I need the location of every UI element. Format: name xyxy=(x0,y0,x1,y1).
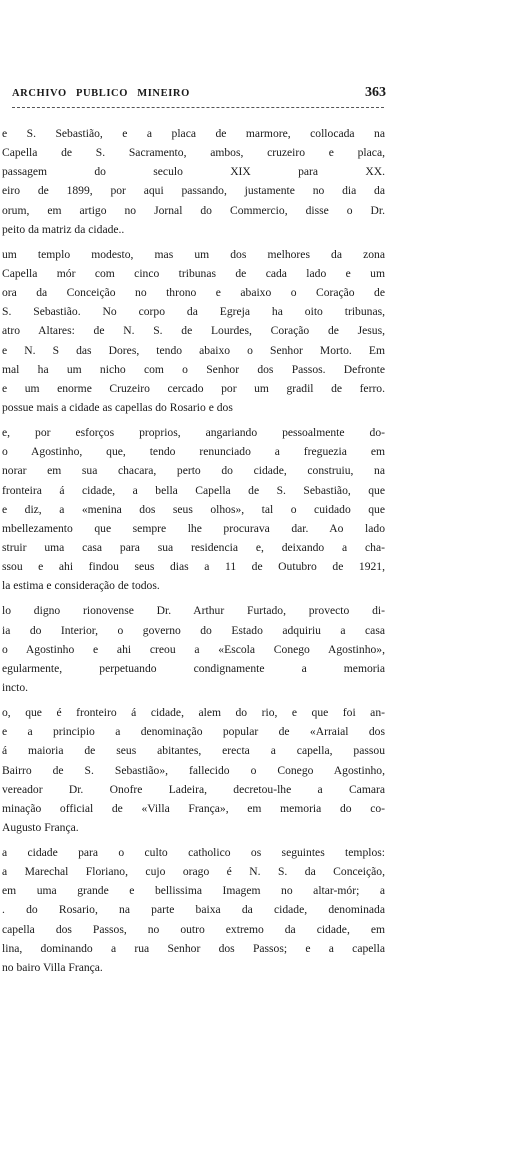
text-line: minação official de «Villa França», em memoria do co- xyxy=(2,801,385,815)
text-line: passagem do seculo XIX para XX. xyxy=(2,165,385,179)
text-line: Capella de S. Sacramento, ambos, cruzeiro e placa, xyxy=(2,146,385,160)
text-line: a cidade para o culto catholico os seguintes templos: xyxy=(2,846,385,860)
paragraph xyxy=(2,245,385,417)
paragraph xyxy=(2,601,385,697)
text-line: o Agostinho e ahi creou a «Escola Conego Agostinho», xyxy=(2,642,385,656)
paragraph xyxy=(2,423,385,595)
header-rule xyxy=(12,107,384,108)
text-line: e, por esforços proprios, angariando pessoalmente do- xyxy=(2,426,385,440)
text-line: a Marechal Floriano, cujo orago é N. S. da Conceição, xyxy=(2,865,385,879)
text-line: norar em sua chacara, perto do cidade, construiu, na xyxy=(2,464,385,478)
text-line: possue mais a cidade as capellas do Rosario e dos xyxy=(2,400,233,414)
text-line: atro Altares: de N. S. de Lourdes, Coração de Jesus, xyxy=(2,324,385,338)
text-line: egularmente, perpetuando condignamente a memoria xyxy=(2,661,385,675)
text-line: e N. S das Dores, tendo abaixo o Senhor Morto. Em xyxy=(2,343,385,357)
text-line: orum, em artigo no Jornal do Commercio, disse o Dr. xyxy=(2,203,385,217)
running-head xyxy=(12,85,386,105)
text-line: e um enorme Cruzeiro cercado por um gradil de ferro. xyxy=(2,381,385,395)
text-line: incto. xyxy=(2,680,29,694)
text-line: mal ha um nicho com o Senhor dos Passos. Defronte xyxy=(2,362,385,376)
paragraph xyxy=(2,843,385,977)
text-line: no bairo Villa França. xyxy=(2,960,103,974)
text-line: ia do Interior, o governo do Estado adquiriu a casa xyxy=(2,623,385,637)
text-line: capella dos Passos, no outro extremo da cidade, em xyxy=(2,922,385,936)
body-text xyxy=(2,124,385,977)
text-line: peito da matriz da cidade.. xyxy=(2,222,125,236)
text-line: o, que é fronteiro á cidade, alem do rio, e que foi an- xyxy=(2,706,385,720)
text-line: vereador Dr. Onofre Ladeira, decretou-lhe a Camara xyxy=(2,782,385,796)
text-line: ora da Conceição no throno e abaixo o Coração de xyxy=(2,286,385,300)
text-line: e S. Sebastião, e a placa de marmore, collocada na xyxy=(2,127,385,140)
text-line: e a principio a denominação popular de «Arraial dos xyxy=(2,725,385,739)
text-line: o Agostinho, que, tendo renunciado a freguezia em xyxy=(2,445,385,459)
text-line: ssou e ahi findou seus dias a 11 de Outubro de 1921, xyxy=(2,560,385,574)
paragraph xyxy=(2,703,385,837)
text-line: Capella mór com cinco tribunas de cada lado e um xyxy=(2,266,385,280)
text-line: e diz, a «menina dos seus olhos», tal o cuidado que xyxy=(2,502,385,516)
text-line: Augusto França. xyxy=(2,820,79,834)
running-head-title: ARCHIVO PUBLICO MINEIRO xyxy=(12,88,190,99)
text-line: em uma grande e bellissima Imagem no altar-mór; a xyxy=(2,884,385,898)
text-line: lina, dominando a rua Senhor dos Passos; e a capella xyxy=(2,941,385,955)
text-line: . do Rosario, na parte baixa da cidade, denominada xyxy=(2,903,385,917)
text-line: um templo modesto, mas um dos melhores da zona xyxy=(2,247,385,261)
text-line: eiro de 1899, por aqui passando, justamente no dia da xyxy=(2,184,385,198)
text-line: la estima e consideração de todos. xyxy=(2,579,160,593)
page-number: 363 xyxy=(365,85,386,100)
text-line: lo digno rionovense Dr. Arthur Furtado, provecto di- xyxy=(2,604,385,618)
text-line: á maioria de seus abitantes, erecta a capella, passou xyxy=(2,744,385,758)
paragraph xyxy=(2,124,385,239)
text-line: mbellezamento que sempre lhe procurava dar. Ao lado xyxy=(2,521,385,535)
text-line: Bairro de S. Sebastião», fallecido o Conego Agostinho, xyxy=(2,763,385,777)
text-line: struir uma casa para sua residencia e, deixando a cha- xyxy=(2,540,385,554)
text-line: S. Sebastião. No corpo da Egreja ha oito tribunas, xyxy=(2,305,385,319)
text-line: fronteira á cidade, a bella Capella de S. Sebastião, que xyxy=(2,483,385,497)
